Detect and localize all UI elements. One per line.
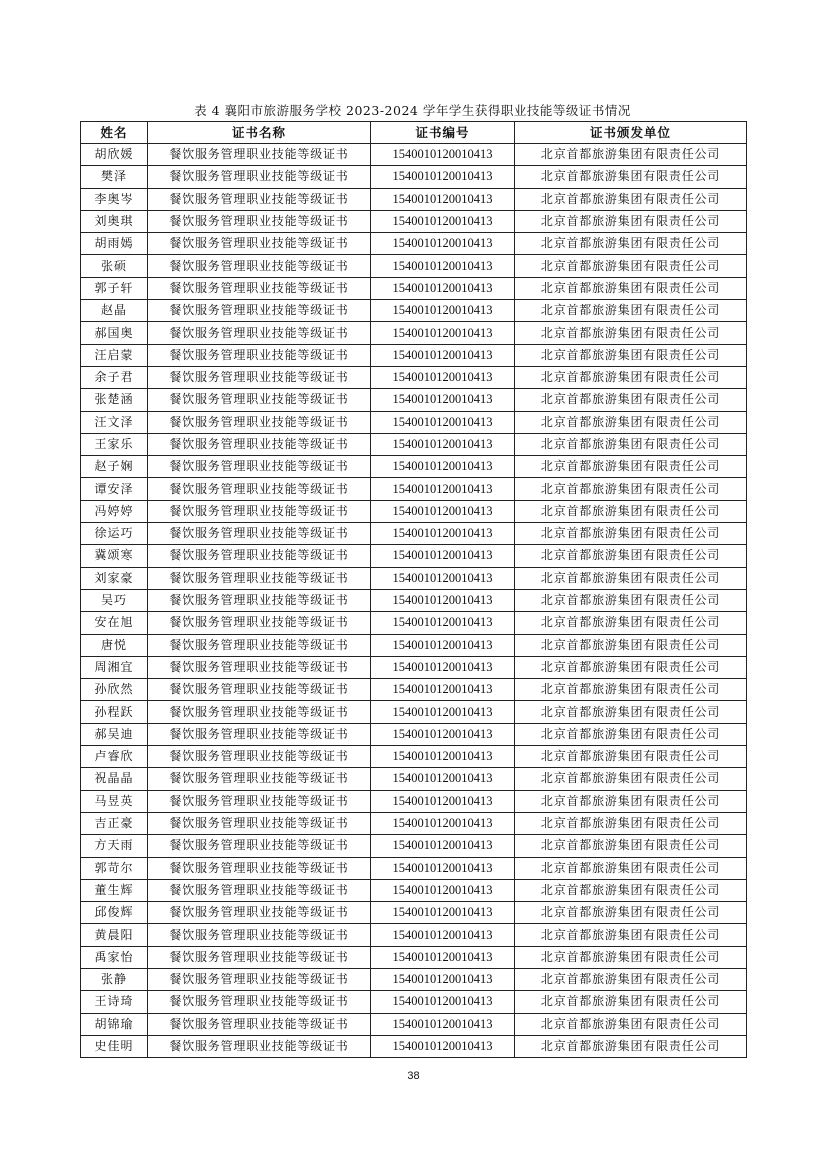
- student-name-cell: 徐运巧: [81, 523, 148, 545]
- cert-name-cell: 餐饮服务管理职业技能等级证书: [148, 166, 371, 188]
- cert-number-cell: 1540010120010413: [371, 701, 515, 723]
- issuer-cell: 北京首都旅游集团有限责任公司: [515, 656, 747, 678]
- table-row: [81, 1013, 747, 1035]
- cert-name-cell: 餐饮服务管理职业技能等级证书: [148, 210, 371, 232]
- student-name-cell: 唐悦: [81, 634, 148, 656]
- cert-name-cell: 餐饮服务管理职业技能等级证书: [148, 723, 371, 745]
- student-name-cell: 张楚涵: [81, 389, 148, 411]
- cert-name-cell: 餐饮服务管理职业技能等级证书: [148, 679, 371, 701]
- cert-number-cell: 1540010120010413: [371, 1035, 515, 1057]
- cert-number-cell: 1540010120010413: [371, 589, 515, 611]
- cert-name-cell: 餐饮服务管理职业技能等级证书: [148, 835, 371, 857]
- cert-number-cell: 1540010120010413: [371, 968, 515, 990]
- cert-number-cell: 1540010120010413: [371, 924, 515, 946]
- table-row: [81, 523, 747, 545]
- issuer-cell: 北京首都旅游集团有限责任公司: [515, 679, 747, 701]
- student-name-cell: 胡雨嫣: [81, 233, 148, 255]
- cert-number-cell: 1540010120010413: [371, 1013, 515, 1035]
- cert-name-cell: 餐饮服务管理职业技能等级证书: [148, 300, 371, 322]
- issuer-cell: 北京首都旅游集团有限责任公司: [515, 344, 747, 366]
- table-row: [81, 366, 747, 388]
- table-row: [81, 812, 747, 834]
- issuer-cell: 北京首都旅游集团有限责任公司: [515, 946, 747, 968]
- issuer-cell: 北京首都旅游集团有限责任公司: [515, 1035, 747, 1057]
- page-number: 38: [407, 1070, 420, 1082]
- issuer-cell: 北京首都旅游集团有限责任公司: [515, 322, 747, 344]
- table-row: [81, 144, 747, 166]
- table-row: [81, 567, 747, 589]
- issuer-cell: 北京首都旅游集团有限责任公司: [515, 634, 747, 656]
- issuer-cell: 北京首都旅游集团有限责任公司: [515, 233, 747, 255]
- issuer-cell: 北京首都旅游集团有限责任公司: [515, 1013, 747, 1035]
- table-row: [81, 344, 747, 366]
- student-name-cell: 冯婷婷: [81, 500, 148, 522]
- issuer-cell: 北京首都旅游集团有限责任公司: [515, 567, 747, 589]
- issuer-cell: 北京首都旅游集团有限责任公司: [515, 366, 747, 388]
- issuer-cell: 北京首都旅游集团有限责任公司: [515, 277, 747, 299]
- table-row: [81, 456, 747, 478]
- table-row: [81, 790, 747, 812]
- issuer-cell: 北京首都旅游集团有限责任公司: [515, 902, 747, 924]
- cert-name-cell: 餐饮服务管理职业技能等级证书: [148, 812, 371, 834]
- student-name-cell: 刘奥琪: [81, 210, 148, 232]
- cert-number-cell: 1540010120010413: [371, 188, 515, 210]
- issuer-cell: 北京首都旅游集团有限责任公司: [515, 166, 747, 188]
- cert-number-cell: 1540010120010413: [371, 500, 515, 522]
- issuer-cell: 北京首都旅游集团有限责任公司: [515, 768, 747, 790]
- header-cert-name: 证书名称: [148, 122, 371, 144]
- issuer-cell: 北京首都旅游集团有限责任公司: [515, 389, 747, 411]
- cert-name-cell: 餐饮服务管理职业技能等级证书: [148, 567, 371, 589]
- student-name-cell: 赵子娴: [81, 456, 148, 478]
- issuer-cell: 北京首都旅游集团有限责任公司: [515, 456, 747, 478]
- student-name-cell: 郭苛尔: [81, 857, 148, 879]
- student-name-cell: 刘家豪: [81, 567, 148, 589]
- header-name: 姓名: [81, 122, 148, 144]
- issuer-cell: 北京首都旅游集团有限责任公司: [515, 701, 747, 723]
- issuer-cell: 北京首都旅游集团有限责任公司: [515, 812, 747, 834]
- cert-name-cell: 餐饮服务管理职业技能等级证书: [148, 991, 371, 1013]
- cert-name-cell: 餐饮服务管理职业技能等级证书: [148, 968, 371, 990]
- cert-number-cell: 1540010120010413: [371, 835, 515, 857]
- cert-name-cell: 餐饮服务管理职业技能等级证书: [148, 433, 371, 455]
- cert-name-cell: 餐饮服务管理职业技能等级证书: [148, 701, 371, 723]
- cert-number-cell: 1540010120010413: [371, 790, 515, 812]
- table-row: [81, 857, 747, 879]
- table-row: [81, 389, 747, 411]
- student-name-cell: 李奥岑: [81, 188, 148, 210]
- cert-number-cell: 1540010120010413: [371, 322, 515, 344]
- student-name-cell: 汪文泽: [81, 411, 148, 433]
- cert-number-cell: 1540010120010413: [371, 233, 515, 255]
- student-name-cell: 邱俊辉: [81, 902, 148, 924]
- cert-name-cell: 餐饮服务管理职业技能等级证书: [148, 545, 371, 567]
- student-name-cell: 谭安泽: [81, 478, 148, 500]
- table-row: [81, 322, 747, 344]
- student-name-cell: 汪启蒙: [81, 344, 148, 366]
- table-row: [81, 991, 747, 1013]
- table-row: [81, 946, 747, 968]
- cert-name-cell: 餐饮服务管理职业技能等级证书: [148, 924, 371, 946]
- table-row: [81, 188, 747, 210]
- issuer-cell: 北京首都旅游集团有限责任公司: [515, 433, 747, 455]
- cert-name-cell: 餐饮服务管理职业技能等级证书: [148, 612, 371, 634]
- table-row: [81, 545, 747, 567]
- table-row: [81, 723, 747, 745]
- issuer-cell: 北京首都旅游集团有限责任公司: [515, 300, 747, 322]
- table-row: [81, 300, 747, 322]
- student-name-cell: 周湘宜: [81, 656, 148, 678]
- cert-number-cell: 1540010120010413: [371, 366, 515, 388]
- cert-number-cell: 1540010120010413: [371, 389, 515, 411]
- cert-number-cell: 1540010120010413: [371, 723, 515, 745]
- table-row: [81, 612, 747, 634]
- student-name-cell: 禹家怡: [81, 946, 148, 968]
- cert-name-cell: 餐饮服务管理职业技能等级证书: [148, 790, 371, 812]
- student-name-cell: 郝国奥: [81, 322, 148, 344]
- issuer-cell: 北京首都旅游集团有限责任公司: [515, 835, 747, 857]
- cert-name-cell: 餐饮服务管理职业技能等级证书: [148, 1013, 371, 1035]
- cert-name-cell: 餐饮服务管理职业技能等级证书: [148, 902, 371, 924]
- table-row: [81, 968, 747, 990]
- cert-number-cell: 1540010120010413: [371, 344, 515, 366]
- issuer-cell: 北京首都旅游集团有限责任公司: [515, 746, 747, 768]
- cert-number-cell: 1540010120010413: [371, 991, 515, 1013]
- issuer-cell: 北京首都旅游集团有限责任公司: [515, 924, 747, 946]
- cert-number-cell: 1540010120010413: [371, 879, 515, 901]
- table-row: [81, 277, 747, 299]
- table-row: [81, 233, 747, 255]
- cert-name-cell: 餐饮服务管理职业技能等级证书: [148, 456, 371, 478]
- cert-number-cell: 1540010120010413: [371, 612, 515, 634]
- student-name-cell: 王家乐: [81, 433, 148, 455]
- cert-name-cell: 餐饮服务管理职业技能等级证书: [148, 344, 371, 366]
- cert-name-cell: 餐饮服务管理职业技能等级证书: [148, 411, 371, 433]
- cert-number-cell: 1540010120010413: [371, 902, 515, 924]
- issuer-cell: 北京首都旅游集团有限责任公司: [515, 523, 747, 545]
- cert-number-cell: 1540010120010413: [371, 812, 515, 834]
- cert-number-cell: 1540010120010413: [371, 277, 515, 299]
- table-row: [81, 166, 747, 188]
- issuer-cell: 北京首都旅游集团有限责任公司: [515, 723, 747, 745]
- cert-number-cell: 1540010120010413: [371, 478, 515, 500]
- student-name-cell: 胡锦瑜: [81, 1013, 148, 1035]
- table-row: [81, 478, 747, 500]
- issuer-cell: 北京首都旅游集团有限责任公司: [515, 545, 747, 567]
- table-row: [81, 902, 747, 924]
- table-row: [81, 210, 747, 232]
- issuer-cell: 北京首都旅游集团有限责任公司: [515, 790, 747, 812]
- cert-number-cell: 1540010120010413: [371, 523, 515, 545]
- cert-number-cell: 1540010120010413: [371, 255, 515, 277]
- issuer-cell: 北京首都旅游集团有限责任公司: [515, 144, 747, 166]
- cert-number-cell: 1540010120010413: [371, 567, 515, 589]
- cert-name-cell: 餐饮服务管理职业技能等级证书: [148, 768, 371, 790]
- issuer-cell: 北京首都旅游集团有限责任公司: [515, 478, 747, 500]
- issuer-cell: 北京首都旅游集团有限责任公司: [515, 411, 747, 433]
- issuer-cell: 北京首都旅游集团有限责任公司: [515, 968, 747, 990]
- issuer-cell: 北京首都旅游集团有限责任公司: [515, 991, 747, 1013]
- table-row: [81, 656, 747, 678]
- cert-name-cell: 餐饮服务管理职业技能等级证书: [148, 277, 371, 299]
- cert-name-cell: 餐饮服务管理职业技能等级证书: [148, 389, 371, 411]
- issuer-cell: 北京首都旅游集团有限责任公司: [515, 188, 747, 210]
- cert-name-cell: 餐饮服务管理职业技能等级证书: [148, 946, 371, 968]
- student-name-cell: 史佳明: [81, 1035, 148, 1057]
- cert-name-cell: 餐饮服务管理职业技能等级证书: [148, 656, 371, 678]
- table-row: [81, 589, 747, 611]
- cert-number-cell: 1540010120010413: [371, 656, 515, 678]
- student-name-cell: 樊泽: [81, 166, 148, 188]
- student-name-cell: 董生辉: [81, 879, 148, 901]
- table-row: [81, 1035, 747, 1057]
- table-row: [81, 500, 747, 522]
- cert-name-cell: 餐饮服务管理职业技能等级证书: [148, 879, 371, 901]
- table-header-row: [81, 122, 747, 144]
- cert-name-cell: 餐饮服务管理职业技能等级证书: [148, 634, 371, 656]
- table-row: [81, 679, 747, 701]
- student-name-cell: 张静: [81, 968, 148, 990]
- issuer-cell: 北京首都旅游集团有限责任公司: [515, 612, 747, 634]
- cert-name-cell: 餐饮服务管理职业技能等级证书: [148, 857, 371, 879]
- student-name-cell: 方天雨: [81, 835, 148, 857]
- table-row: [81, 255, 747, 277]
- cert-number-cell: 1540010120010413: [371, 300, 515, 322]
- cert-number-cell: 1540010120010413: [371, 857, 515, 879]
- cert-number-cell: 1540010120010413: [371, 411, 515, 433]
- cert-number-cell: 1540010120010413: [371, 210, 515, 232]
- cert-name-cell: 餐饮服务管理职业技能等级证书: [148, 478, 371, 500]
- cert-number-cell: 1540010120010413: [371, 679, 515, 701]
- student-name-cell: 王诗琦: [81, 991, 148, 1013]
- cert-number-cell: 1540010120010413: [371, 433, 515, 455]
- cert-number-cell: 1540010120010413: [371, 166, 515, 188]
- student-name-cell: 冀颂寒: [81, 545, 148, 567]
- cert-number-cell: 1540010120010413: [371, 946, 515, 968]
- table-row: [81, 634, 747, 656]
- student-name-cell: 卢睿欣: [81, 746, 148, 768]
- cert-number-cell: 1540010120010413: [371, 456, 515, 478]
- cert-number-cell: 1540010120010413: [371, 144, 515, 166]
- cert-name-cell: 餐饮服务管理职业技能等级证书: [148, 188, 371, 210]
- table-row: [81, 411, 747, 433]
- issuer-cell: 北京首都旅游集团有限责任公司: [515, 857, 747, 879]
- student-name-cell: 胡欣媛: [81, 144, 148, 166]
- table-row: [81, 879, 747, 901]
- header-cert-number: 证书编号: [371, 122, 515, 144]
- student-name-cell: 吉正豪: [81, 812, 148, 834]
- student-name-cell: 余子君: [81, 366, 148, 388]
- cert-number-cell: 1540010120010413: [371, 634, 515, 656]
- cert-name-cell: 餐饮服务管理职业技能等级证书: [148, 233, 371, 255]
- table-caption: 表 4 襄阳市旅游服务学校 2023-2024 学年学生获得职业技能等级证书情况: [194, 103, 631, 118]
- issuer-cell: 北京首都旅游集团有限责任公司: [515, 255, 747, 277]
- table-row: [81, 768, 747, 790]
- cert-number-cell: 1540010120010413: [371, 545, 515, 567]
- table-body: [81, 144, 747, 1058]
- cert-name-cell: 餐饮服务管理职业技能等级证书: [148, 366, 371, 388]
- student-name-cell: 黄晨阳: [81, 924, 148, 946]
- cert-name-cell: 餐饮服务管理职业技能等级证书: [148, 255, 371, 277]
- table-row: [81, 433, 747, 455]
- table-row: [81, 835, 747, 857]
- student-name-cell: 孙欣然: [81, 679, 148, 701]
- table-row: [81, 924, 747, 946]
- student-name-cell: 吴巧: [81, 589, 148, 611]
- student-name-cell: 安在旭: [81, 612, 148, 634]
- student-name-cell: 郝吴迪: [81, 723, 148, 745]
- cert-name-cell: 餐饮服务管理职业技能等级证书: [148, 523, 371, 545]
- student-name-cell: 孙程跃: [81, 701, 148, 723]
- cert-name-cell: 餐饮服务管理职业技能等级证书: [148, 589, 371, 611]
- issuer-cell: 北京首都旅游集团有限责任公司: [515, 210, 747, 232]
- cert-name-cell: 餐饮服务管理职业技能等级证书: [148, 322, 371, 344]
- header-issuer: 证书颁发单位: [515, 122, 747, 144]
- cert-name-cell: 餐饮服务管理职业技能等级证书: [148, 500, 371, 522]
- student-name-cell: 郭子轩: [81, 277, 148, 299]
- cert-name-cell: 餐饮服务管理职业技能等级证书: [148, 1035, 371, 1057]
- cert-number-cell: 1540010120010413: [371, 746, 515, 768]
- table-row: [81, 746, 747, 768]
- cert-name-cell: 餐饮服务管理职业技能等级证书: [148, 746, 371, 768]
- certificate-table: [80, 121, 747, 1058]
- student-name-cell: 马昱英: [81, 790, 148, 812]
- student-name-cell: 赵晶: [81, 300, 148, 322]
- issuer-cell: 北京首都旅游集团有限责任公司: [515, 879, 747, 901]
- table-row: [81, 701, 747, 723]
- issuer-cell: 北京首都旅游集团有限责任公司: [515, 589, 747, 611]
- student-name-cell: 祝晶晶: [81, 768, 148, 790]
- issuer-cell: 北京首都旅游集团有限责任公司: [515, 500, 747, 522]
- student-name-cell: 张硕: [81, 255, 148, 277]
- cert-number-cell: 1540010120010413: [371, 768, 515, 790]
- cert-name-cell: 餐饮服务管理职业技能等级证书: [148, 144, 371, 166]
